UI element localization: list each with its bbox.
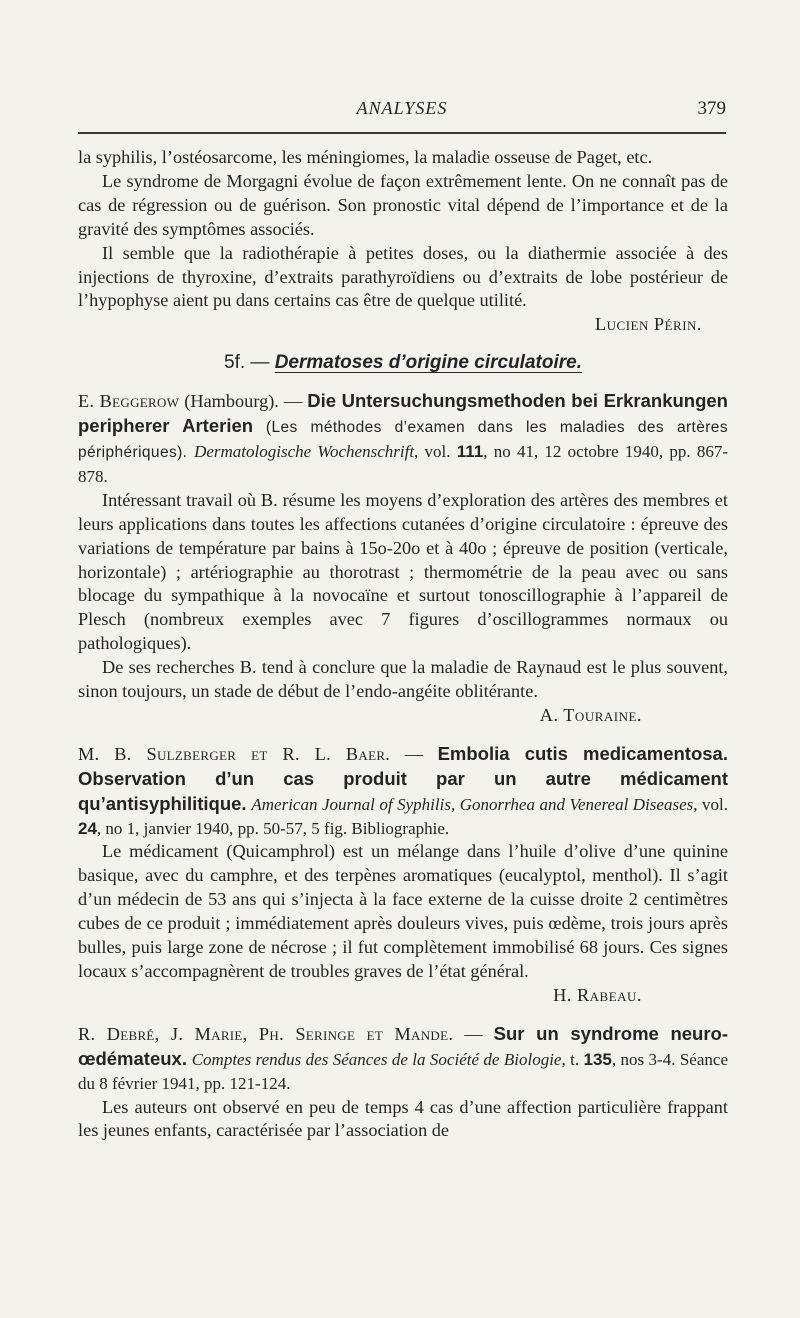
entry-affiliation: —: [390, 743, 438, 764]
page-body: [78, 146, 728, 1143]
section-heading: [78, 351, 728, 375]
entry-journal: American Journal of Syphilis, Gonorrhea and Venereal Diseases: [251, 794, 694, 814]
entry-authors: E. Beggerow: [78, 391, 180, 412]
entry-vol-prefix: , t.: [561, 1049, 584, 1069]
entry-authors: R. Debré, J. Marie, Ph. Seringe et Mande.: [78, 1023, 454, 1044]
entry-title: Die Untersuchungsmethoden bei Erkrankungen peripherer Arterien: [78, 390, 728, 437]
entry-gap: [78, 1008, 728, 1022]
intro-paragraph-2: Le syndrome de Morgagni évolue de façon extrêmement lente. On ne connaît pas de cas de régression ou de guérison. Son pronostic vital dépend de l’importance et de la gravité des symptômes associés.: [78, 170, 728, 239]
entry-3-paragraph-1: Les auteurs ont observé en peu de temps 4 cas d’une affection particulière frappant les jeunes enfants, caractérisée par l’association de: [78, 1096, 728, 1141]
entry-ref-details: , no 1, janvier 1940, pp. 50-57, 5 fig. Bibliographie.: [96, 818, 450, 838]
entry-vol-prefix: , vol.: [414, 441, 457, 461]
entry-reference-1: [78, 389, 728, 489]
page-header: [78, 98, 726, 126]
entry-ref-details: , nos 3-4. Séance du 8 février 1941, pp. 121-124.: [78, 1049, 728, 1093]
entry-gap: [78, 728, 728, 742]
entry-affiliation: (Hambourg). —: [179, 391, 308, 412]
entry-title: Embolia cutis medicamentosa. Observation d’un cas produit par un autre médicament qu’antisyphilitique.: [78, 742, 728, 814]
intro-paragraph-3-text: Il semble que la radiothérapie à petites doses, ou la diathermie associée à des injections de thyroxine, d’extraits parathyroïdiens ou d’extraits de lobe postérieur de l’hypophyse aient pu dans certains cas être de quelque utilité.: [78, 242, 728, 311]
entry-affiliation: —: [453, 1023, 494, 1044]
signature-perin: Lucien Périn.: [594, 314, 702, 335]
intro-paragraph-1: la syphilis, l’ostéosarcome, les méningiomes, la maladie osseuse de Paget, etc.: [78, 147, 653, 167]
intro-signature-line: [78, 313, 728, 337]
entry-translation: (Les méthodes d’examen dans les maladies des artères périphériques).: [78, 419, 728, 461]
signature-touraine: A. Touraine.: [539, 704, 642, 725]
header-rule: [78, 132, 726, 134]
intro-paragraph-3: [78, 242, 728, 314]
page-number: 379: [697, 98, 726, 119]
section-number: 5f. —: [224, 352, 275, 374]
running-title: ANALYSES: [356, 98, 448, 118]
entry-reference-2: [78, 742, 728, 841]
entry-ref-details: , no 41, 12 octobre 1940, pp. 867-878.: [78, 441, 728, 486]
entry-1-paragraph-1: Intéressant travail où B. résume les moyens d’exploration des artères des membres et leurs applications dans toutes les affections cutanées d’origine circulatoire : épreuve des variations de température par bains à 15o-20o et à 40o ; épreuve de position (verticale, horizontale) ; artériographie au thorotrast ; thermométrie de la peau avec ou sans blocage du sympathique à la novocaïne et surtout tonoscillographie à l’appareil de Plesch (nombreux exemples avec 7 figures d’oscillogrammes normaux ou pathologiques).: [78, 489, 728, 654]
section-title: Dermatoses d’origine circulatoire.: [274, 352, 582, 374]
entry-1-paragraph-2: De ses recherches B. tend à conclure que la maladie de Raynaud est le plus souvent, sinon toujours, un stade de début de l’endo-angéite oblitérante.: [78, 657, 728, 702]
entry-volume: 135: [583, 1049, 612, 1069]
entry-reference-3: [78, 1022, 728, 1096]
entry-2-paragraph-1: Le médicament (Quicamphrol) est un mélange dans l’huile d’olive d’une quinine basique, avec du camphre, et des terpènes aromatiques (eucalyptol, menthol). Il s’agit d’un médecin de 53 ans qui s’injecta à la face externe de la cuisse droite 2 centimètres cubes de ce produit ; immédiatement après douleurs vives, puis œdème, trois jours après bulles, puis large zone de nécrose ; il fut complètement immobilisé 68 jours. Ces signes locaux s’accompagnèrent de troubles graves de l’état général.: [78, 841, 728, 981]
entry-volume: 24: [78, 818, 97, 838]
entry-vol-prefix: , vol.: [693, 794, 728, 814]
entry-journal: Comptes rendus des Séances de la Société de Biologie: [191, 1049, 562, 1069]
entry-authors: M. B. Sulzberger et R. L. Baer.: [78, 743, 391, 764]
entry-volume: 111: [456, 441, 484, 461]
entry-title: Sur un syndrome neuro-œdémateux.: [78, 1022, 729, 1069]
entry-journal: Dermatologische Wochenschrift: [194, 441, 415, 461]
signature-rabeau: H. Rabeau.: [553, 984, 642, 1005]
